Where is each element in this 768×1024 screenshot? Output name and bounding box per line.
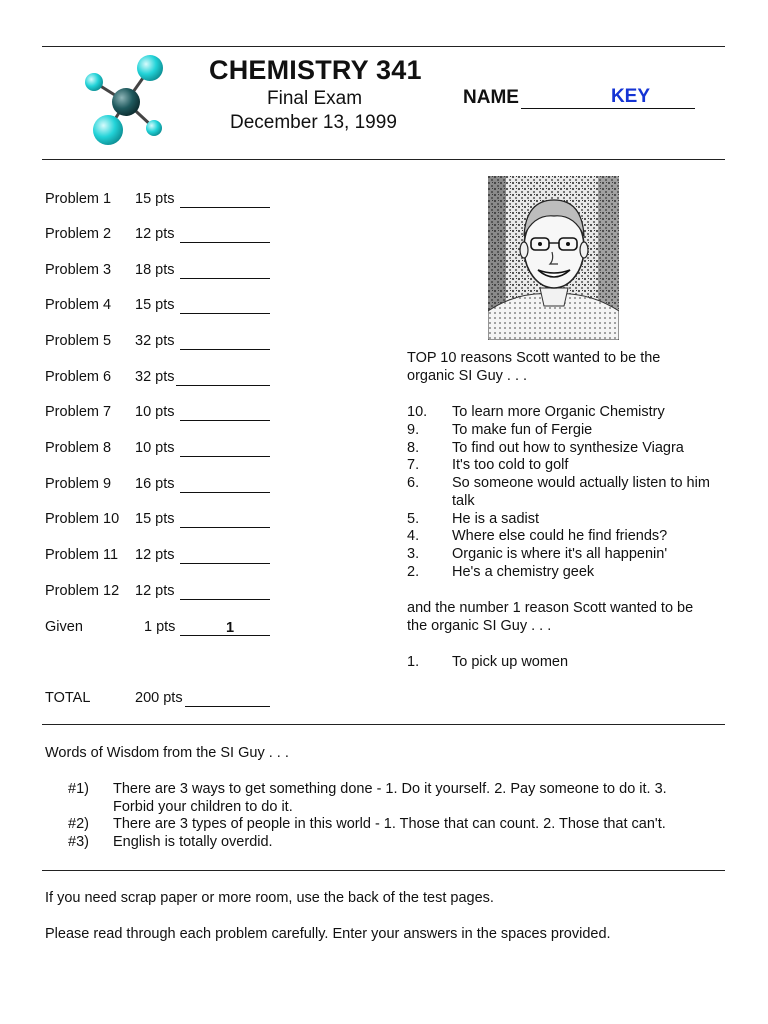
- problem-points: 12 pts: [135, 226, 175, 242]
- total-points: 200 pts: [135, 690, 183, 706]
- wisdom-number: #3): [68, 834, 89, 850]
- problem-points: 1 pts: [144, 619, 176, 635]
- score-blank: [180, 242, 270, 243]
- total-blank: [185, 706, 270, 707]
- score-row-10: [45, 511, 275, 531]
- list-item-number: 1.: [407, 654, 420, 670]
- score-row-given: [45, 619, 275, 639]
- problem-label: Problem 7: [45, 404, 112, 420]
- score-blank: [180, 492, 270, 493]
- problem-points: 10 pts: [135, 440, 175, 456]
- score-row-9: [45, 476, 275, 496]
- instruction-scrap-paper: If you need scrap paper or more room, use the back of the test pages.: [45, 890, 494, 906]
- list-item-text: To make fun of Fergie: [452, 422, 593, 438]
- portrait-photo: [488, 176, 619, 340]
- header-bottom-rule: [42, 159, 725, 160]
- problem-points: 12 pts: [135, 547, 175, 563]
- problem-label: Problem 6: [45, 369, 112, 385]
- score-row-1: [45, 191, 275, 211]
- list-item-number: 10.: [407, 404, 428, 420]
- score-row-total: [45, 690, 275, 710]
- score-row-7: [45, 404, 275, 424]
- given-score: 1: [226, 620, 235, 636]
- problem-points: 15 pts: [135, 511, 175, 527]
- list-item-text: He is a sadist: [452, 511, 540, 527]
- problem-points: 12 pts: [135, 583, 175, 599]
- list-item-number: 4.: [407, 528, 420, 544]
- exam-name: Final Exam: [267, 88, 363, 109]
- score-blank: [180, 527, 270, 528]
- wisdom-text: There are 3 ways to get something done - 1. Do it yourself. 2. Pay someone to do it. 3. Forbid your children to do it.: [113, 781, 667, 815]
- wisdom-bottom-rule: [42, 870, 725, 871]
- problem-label: Given: [45, 619, 83, 635]
- instruction-read-carefully: Please read through each problem carefully. Enter your answers in the spaces provided.: [45, 926, 611, 942]
- list-item-text: To pick up women: [452, 654, 569, 670]
- list-item-text: To learn more Organic Chemistry: [452, 404, 665, 420]
- score-blank: [180, 313, 270, 314]
- score-blank: [176, 385, 270, 386]
- number-one-intro: and the number 1 reason Scott wanted to be the organic SI Guy . . .: [407, 600, 694, 634]
- problem-points: 10 pts: [135, 404, 175, 420]
- problem-points: 16 pts: [135, 476, 175, 492]
- list-item-number: 6.: [407, 475, 420, 491]
- list-item-text: He's a chemistry geek: [452, 564, 595, 580]
- name-field: [463, 86, 695, 109]
- problem-label: Problem 9: [45, 476, 112, 492]
- score-blank: [180, 599, 270, 600]
- problem-points: 18 pts: [135, 262, 175, 278]
- list-item-number: 9.: [407, 422, 420, 438]
- exam-date: December 13, 1999: [230, 112, 397, 133]
- scores-bottom-rule: [42, 724, 725, 725]
- problem-label: Problem 4: [45, 297, 112, 313]
- problem-points: 32 pts: [135, 369, 175, 385]
- list-item-number: 3.: [407, 546, 420, 562]
- problem-label: Problem 3: [45, 262, 112, 278]
- score-row-6: [45, 369, 275, 389]
- score-row-12: [45, 583, 275, 603]
- list-item-text: It's too cold to golf: [452, 457, 569, 473]
- total-label: TOTAL: [45, 690, 91, 706]
- score-blank: [180, 207, 270, 208]
- wisdom-text: There are 3 types of people in this world - 1. Those that can count. 2. Those that can't.: [113, 816, 666, 832]
- problem-label: Problem 1: [45, 191, 112, 207]
- score-blank: [180, 456, 270, 457]
- problem-label: Problem 5: [45, 333, 112, 349]
- score-blank: [180, 420, 270, 421]
- name-label: NAME: [463, 87, 519, 108]
- problem-points: 15 pts: [135, 191, 175, 207]
- molecule-icon: [80, 50, 170, 150]
- problem-label: Problem 11: [45, 547, 119, 563]
- name-line: [521, 86, 695, 109]
- problem-points: 15 pts: [135, 297, 175, 313]
- score-row-3: [45, 262, 275, 282]
- problem-label: Problem 10: [45, 511, 120, 527]
- list-item-text: To find out how to synthesize Viagra: [452, 440, 684, 456]
- score-row-5: [45, 333, 275, 353]
- score-row-4: [45, 297, 275, 317]
- score-blank: [180, 563, 270, 564]
- course-title: CHEMISTRY 341: [209, 55, 422, 85]
- score-blank: [180, 349, 270, 350]
- problem-label: Problem 2: [45, 226, 112, 242]
- wisdom-heading: Words of Wisdom from the SI Guy . . .: [45, 745, 289, 761]
- score-blank: [180, 620, 270, 636]
- list-item-text: So someone would actually listen to him talk: [452, 475, 710, 509]
- score-row-2: [45, 226, 275, 246]
- header-top-rule: [42, 46, 725, 47]
- list-item-number: 8.: [407, 440, 420, 456]
- list-item-number: 2.: [407, 564, 420, 580]
- list-item-number: 7.: [407, 457, 420, 473]
- name-value: KEY: [610, 86, 651, 107]
- score-row-8: [45, 440, 275, 460]
- list-item-text: Where else could he find friends?: [452, 528, 668, 544]
- problem-label: Problem 12: [45, 583, 120, 599]
- score-blank: [180, 278, 270, 279]
- score-row-11: [45, 547, 275, 567]
- top10-intro: TOP 10 reasons Scott wanted to be the organic SI Guy . . .: [407, 350, 661, 384]
- problem-points: 32 pts: [135, 333, 175, 349]
- list-item-text: Organic is where it's all happenin': [452, 546, 668, 562]
- list-item-number: 5.: [407, 511, 420, 527]
- wisdom-number: #1): [68, 781, 89, 797]
- wisdom-text: English is totally overdid.: [113, 834, 273, 850]
- wisdom-number: #2): [68, 816, 89, 832]
- problem-label: Problem 8: [45, 440, 112, 456]
